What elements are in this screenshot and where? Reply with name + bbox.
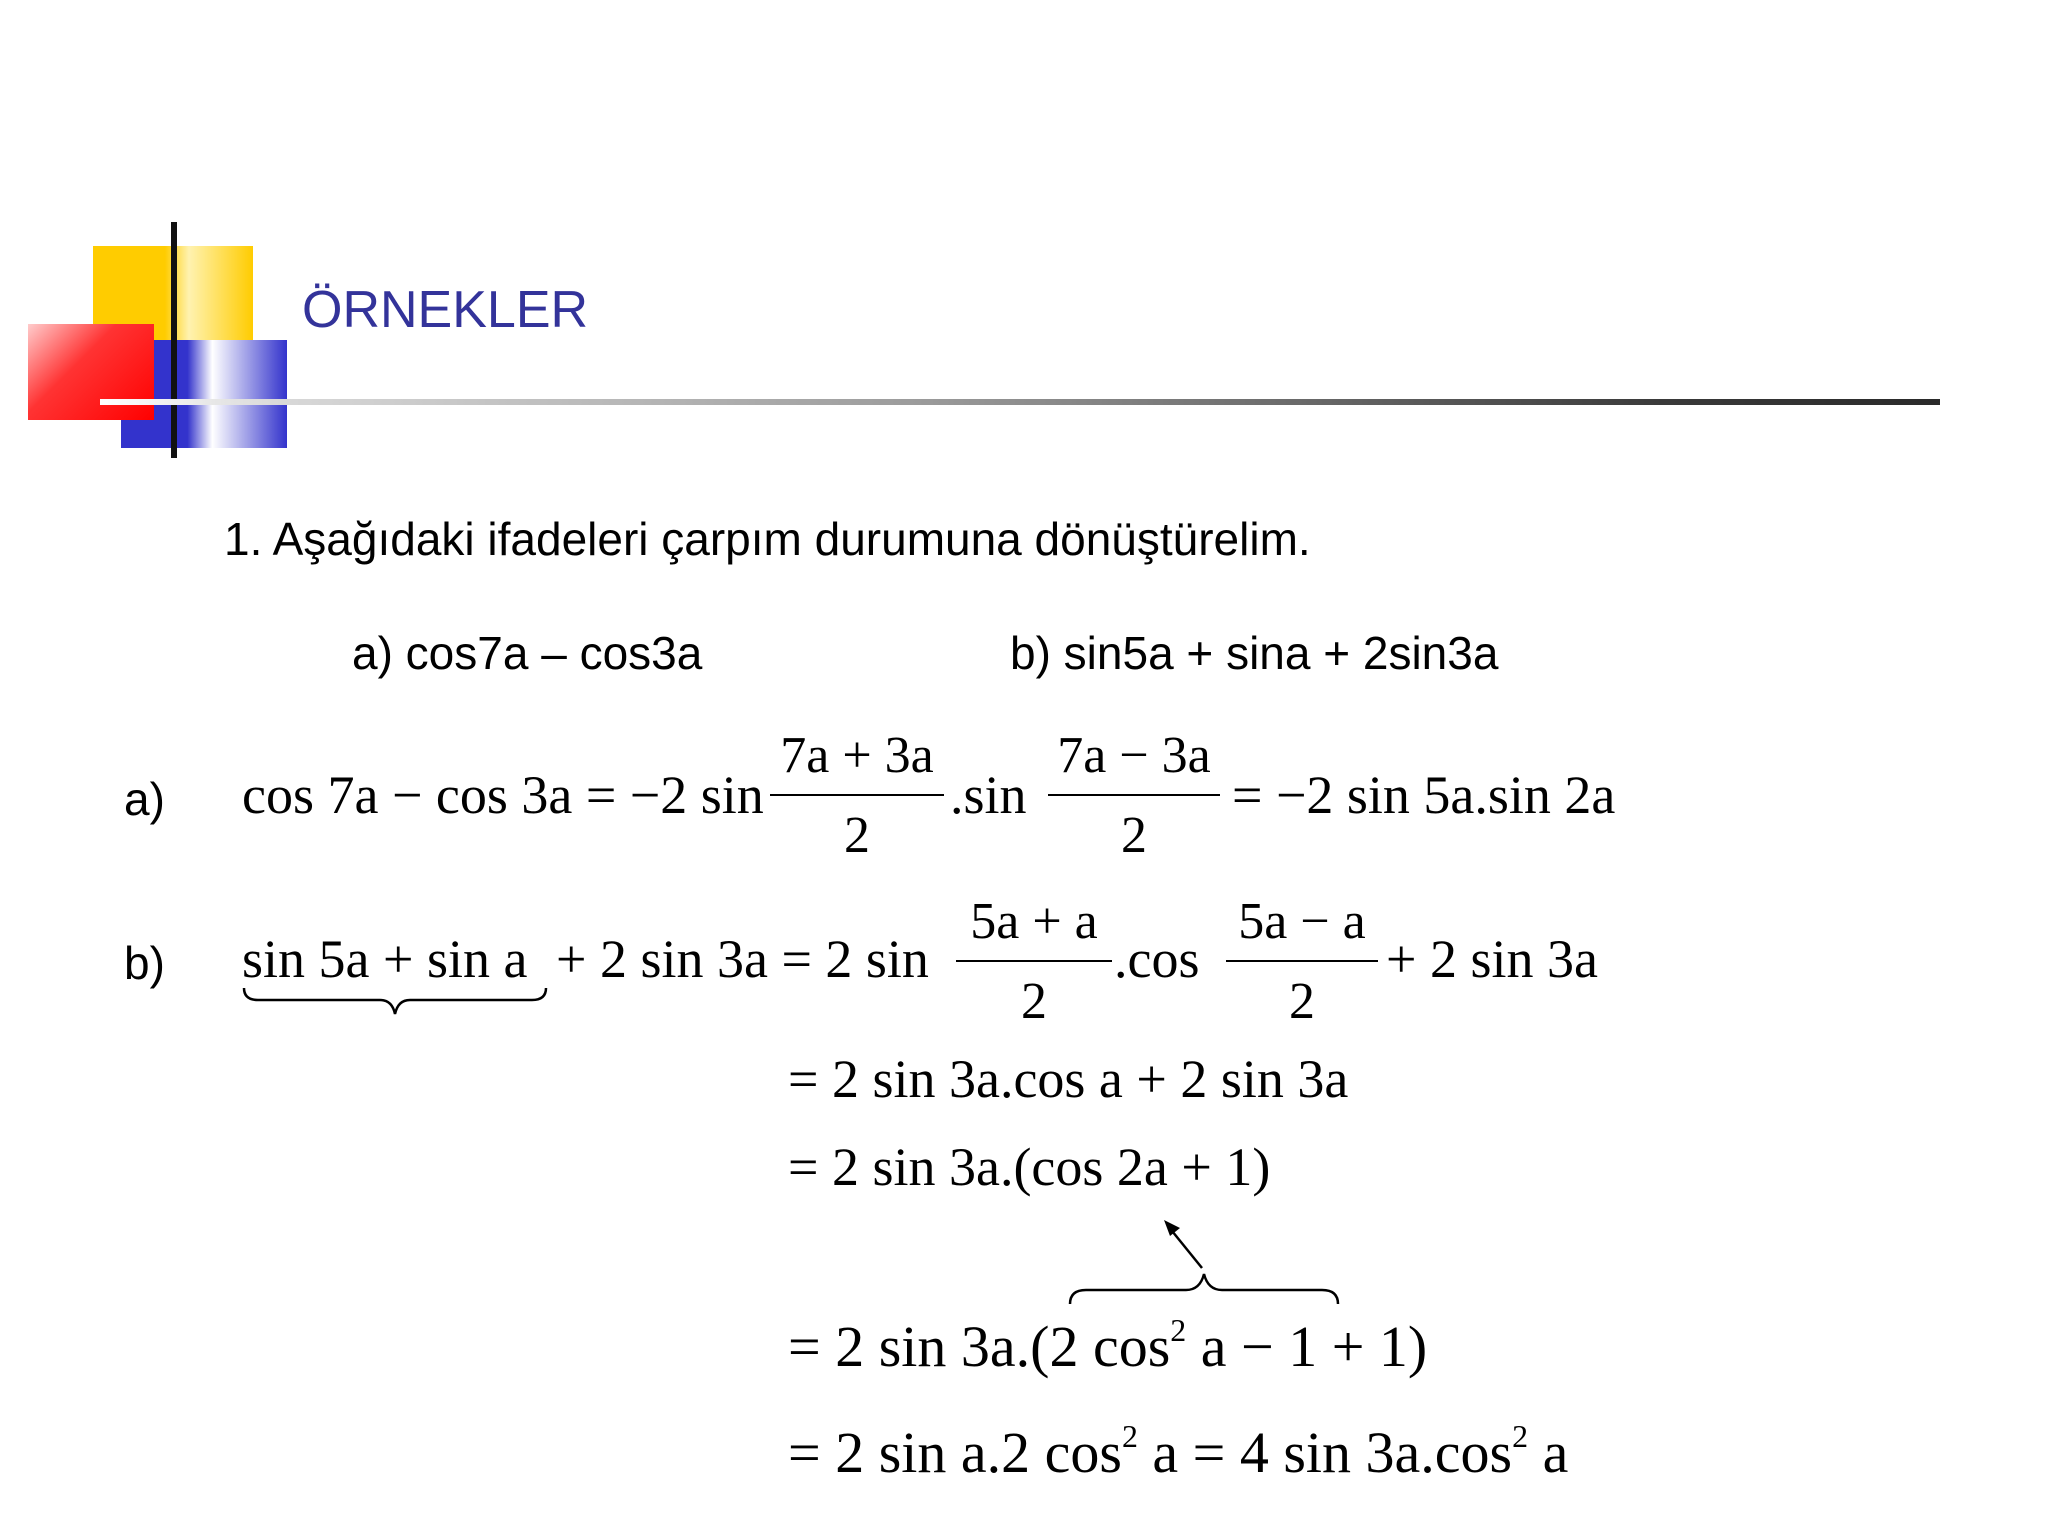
solution-a-rhs: = −2 sin 5a.sin 2a <box>1232 765 1616 825</box>
step-4-part: a <box>1542 1420 1569 1485</box>
solution-b-rhs: + 2 sin 3a <box>1386 929 1598 989</box>
solution-a-fraction-2 <box>1048 727 1220 864</box>
fraction-bar <box>956 960 1112 962</box>
solution-b-lhs-rest: + 2 sin 3a = 2 sin <box>556 929 929 989</box>
solution-b-fraction-2 <box>1226 893 1378 1030</box>
fraction-numerator: 7a + 3a <box>780 727 934 784</box>
solution-b-step-3 <box>788 1312 1428 1379</box>
solution-a-lhs: cos 7a − cos 3a = −2 sin <box>242 765 764 825</box>
solution-b-lhs-grouped: sin 5a + sin a <box>242 929 528 989</box>
exponent: 2 <box>1512 1418 1529 1454</box>
logo-vertical-line <box>171 222 177 458</box>
solution-a-label: a) <box>124 773 165 825</box>
solution-b-step-1: = 2 sin 3a.cos a + 2 sin 3a <box>788 1049 1349 1109</box>
solution-a-fraction-1 <box>770 727 944 864</box>
exercise-a: a) cos7a – cos3a <box>352 627 703 679</box>
step-4-part: a = 4 sin 3a.cos <box>1152 1420 1513 1485</box>
fraction-bar <box>770 794 944 796</box>
fraction-denominator: 2 <box>844 807 870 864</box>
solution-b-fraction-1 <box>956 893 1112 1030</box>
fraction-bar <box>1048 794 1220 796</box>
exponent: 2 <box>1170 1312 1187 1348</box>
slide-title: ÖRNEKLER <box>302 281 589 339</box>
arrow-up-left-icon <box>1158 1216 1208 1272</box>
underbrace-icon <box>242 986 548 1016</box>
overbrace-icon <box>1068 1272 1340 1306</box>
fraction-numerator: 5a − a <box>1238 893 1366 950</box>
fraction-numerator: 5a + a <box>970 893 1098 950</box>
fraction-denominator: 2 <box>1289 973 1315 1030</box>
exercise-b: b) sin5a + sina + 2sin3a <box>1010 627 1499 679</box>
fraction-denominator: 2 <box>1121 807 1147 864</box>
solution-b-mid: .cos <box>1114 929 1200 989</box>
solution-b-step-4 <box>788 1418 1569 1485</box>
step-4-part: = 2 sin a.2 cos <box>788 1420 1122 1485</box>
solution-b-step-2: = 2 sin 3a.(cos 2a + 1) <box>788 1137 1271 1197</box>
step-3-part: a − 1 + 1) <box>1200 1314 1428 1379</box>
step-3-part: = 2 sin 3a.(2 cos <box>788 1314 1171 1379</box>
logo-red-square <box>28 324 154 420</box>
solution-b-label: b) <box>124 937 165 989</box>
fraction-denominator: 2 <box>1021 973 1047 1030</box>
exponent: 2 <box>1121 1418 1138 1454</box>
fraction-numerator: 7a − 3a <box>1057 727 1211 784</box>
solution-a-mid: .sin <box>950 765 1027 825</box>
fraction-bar <box>1226 960 1378 962</box>
prompt-text: 1. Aşağıdaki ifadeleri çarpım durumuna dönüştürelim. <box>224 513 1311 565</box>
title-underline <box>100 399 1940 405</box>
